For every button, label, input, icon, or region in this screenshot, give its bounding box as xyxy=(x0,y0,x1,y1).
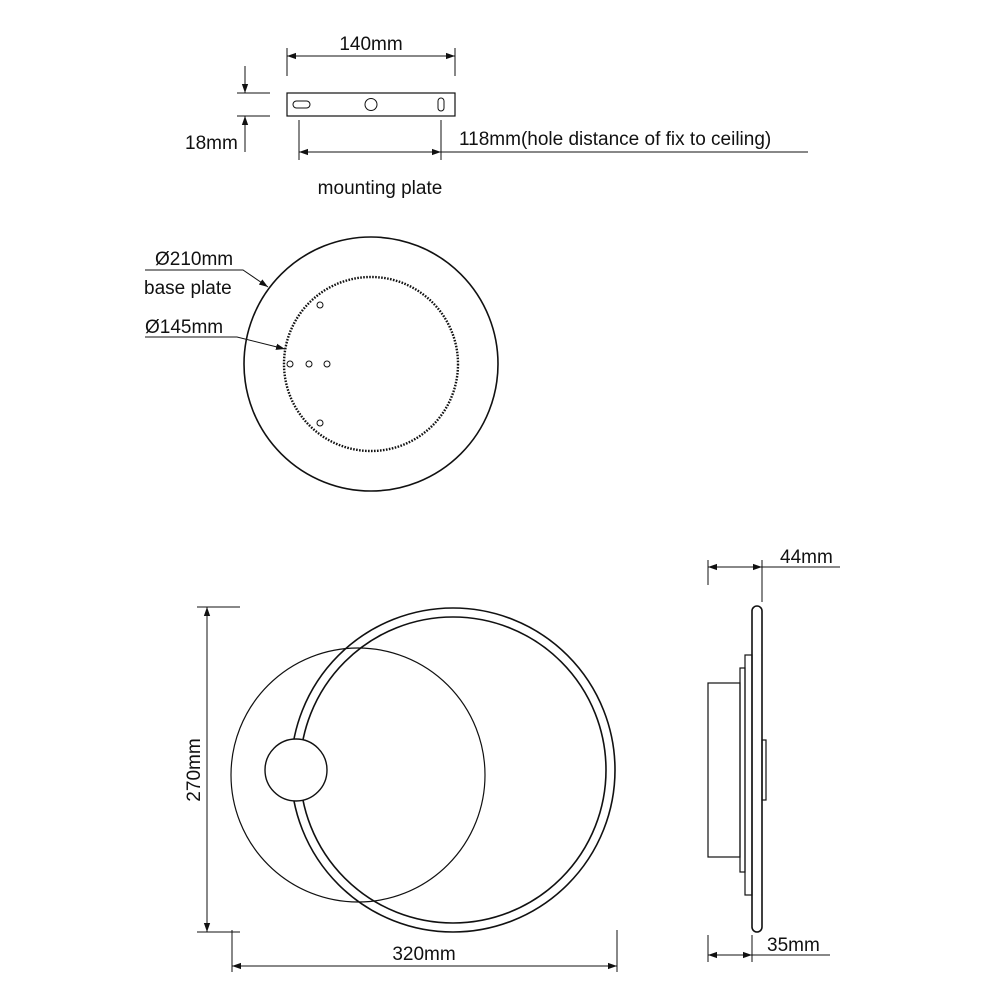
globe-bracket-profile xyxy=(762,740,766,800)
wire-hole xyxy=(306,361,312,367)
center-hole xyxy=(365,99,377,111)
outer-ring-edge xyxy=(291,608,615,932)
width-label: 320mm xyxy=(392,944,456,965)
slot-hole xyxy=(293,101,310,108)
base-plate-view xyxy=(144,237,498,491)
base-depth-label: 35mm xyxy=(767,935,820,956)
inner-diameter-label: Ø145mm xyxy=(145,317,224,338)
ring-profile xyxy=(752,606,762,932)
mounting-flange-profile xyxy=(740,668,745,872)
inner-diameter-leader xyxy=(145,337,285,349)
base-plate-name-label: base plate xyxy=(144,278,232,299)
screw-hole xyxy=(317,420,323,426)
mounting-plate-caption: mounting plate xyxy=(317,178,443,199)
base-plate-outer-circle xyxy=(244,237,498,491)
wire-hole xyxy=(324,361,330,367)
screw-hole xyxy=(317,302,323,308)
plate-thickness-label: 18mm xyxy=(185,133,238,154)
mounting-body-profile xyxy=(708,683,740,857)
base-plate-inner-circle xyxy=(284,277,458,451)
outer-diameter-label: Ø210mm xyxy=(155,249,234,270)
mounting-plate-view xyxy=(185,34,808,199)
wire-hole xyxy=(287,361,293,367)
light-globe xyxy=(265,739,327,801)
hole-distance-label: 118mm(hole distance of fix to ceiling) xyxy=(459,129,772,150)
side-view xyxy=(708,547,840,962)
plate-width-label: 140mm xyxy=(339,34,403,55)
height-label: 270mm xyxy=(184,738,205,802)
front-view xyxy=(184,607,617,972)
inner-ring-edge xyxy=(300,617,606,923)
mounting-plate-body xyxy=(287,93,455,116)
slot-hole-vertical xyxy=(438,98,444,111)
depth-label: 44mm xyxy=(780,547,833,568)
base-disc-profile xyxy=(745,655,752,895)
